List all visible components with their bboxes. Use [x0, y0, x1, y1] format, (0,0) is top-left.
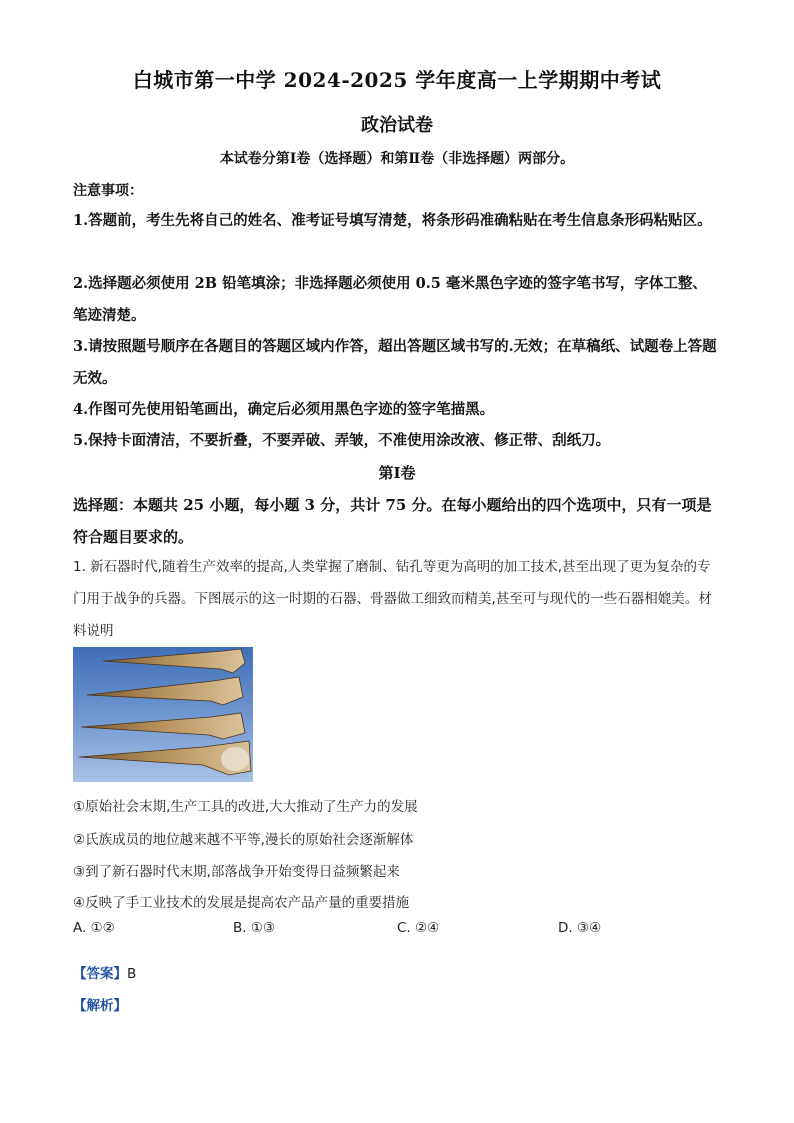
answer-value: B: [127, 966, 137, 982]
note-item-3: 3.请按照题号顺序在各题目的答题区域内作答，超出答题区域书写的.无效；在草稿纸、试题卷上答题无效。: [73, 338, 717, 387]
statement-2: ②氏族成员的地位越来越不平等,漫长的原始社会逐渐解体: [73, 832, 414, 848]
option-b: B. ①③: [233, 920, 276, 936]
exam-intro: 本试卷分第Ⅰ卷（选择题）和第Ⅱ卷（非选择题）两部分。: [219, 151, 575, 167]
notes-heading: 注意事项：: [73, 183, 143, 199]
exam-title: 白城市第一中学 2024-2025 学年度高一上学期期中考试: [132, 68, 662, 92]
statement-1: ①原始社会末期,生产工具的改进,大大推动了生产力的发展: [73, 799, 418, 815]
statement-3: ③到了新石器时代末期,部落战争开始变得日益频繁起来: [73, 864, 400, 880]
note-item-1: 1.答题前，考生先将自己的姓名、准考证号填写清楚，将条形码准确粘贴在考生信息条形码粘贴区。: [73, 212, 712, 229]
note-item-2: 2.选择题必须使用 2B 铅笔填涂；非选择题必须使用 0.5 毫米黑色字迹的签字笔书写，字体工整、笔迹清楚。: [73, 275, 707, 324]
bone-tools-photo: [73, 647, 253, 782]
section-title: 第Ⅰ卷: [378, 464, 416, 482]
statement-4: ④反映了手工业技术的发展是提高农产品产量的重要措施: [73, 895, 410, 911]
answer-line: [73, 962, 136, 982]
note-item-5: 5.保持卡面清洁，不要折叠，不要弄破、弄皱，不准使用涂改液、修正带、刮纸刀。: [73, 432, 611, 449]
answer-tag: 【答案】: [73, 966, 127, 982]
exam-subtitle: 政治试卷: [361, 115, 433, 136]
analysis-line: [73, 994, 127, 1014]
option-a: A. ①②: [73, 920, 115, 936]
option-d: D. ③④: [558, 920, 602, 936]
analysis-tag: 【解析】: [73, 998, 127, 1014]
option-c: C. ②④: [397, 920, 440, 936]
section-instructions: 选择题：本题共 25 小题，每小题 3 分，共计 75 分。在每小题给出的四个选项中，只有一项是符合题目要求的。: [73, 496, 712, 546]
question-stem: 1. 新石器时代,随着生产效率的提高,人类掌握了磨制、钻孔等更为高明的加工技术,甚至出现了更为复杂的专门用于战争的兵器。下图展示的这一时期的石器、骨器做工细致而精美,甚至可与现代的一些石器相媲美。材料说明: [73, 559, 712, 639]
note-item-4: 4.作图可先使用铅笔画出，确定后必须用黑色字迹的签字笔描黑。: [73, 401, 495, 418]
